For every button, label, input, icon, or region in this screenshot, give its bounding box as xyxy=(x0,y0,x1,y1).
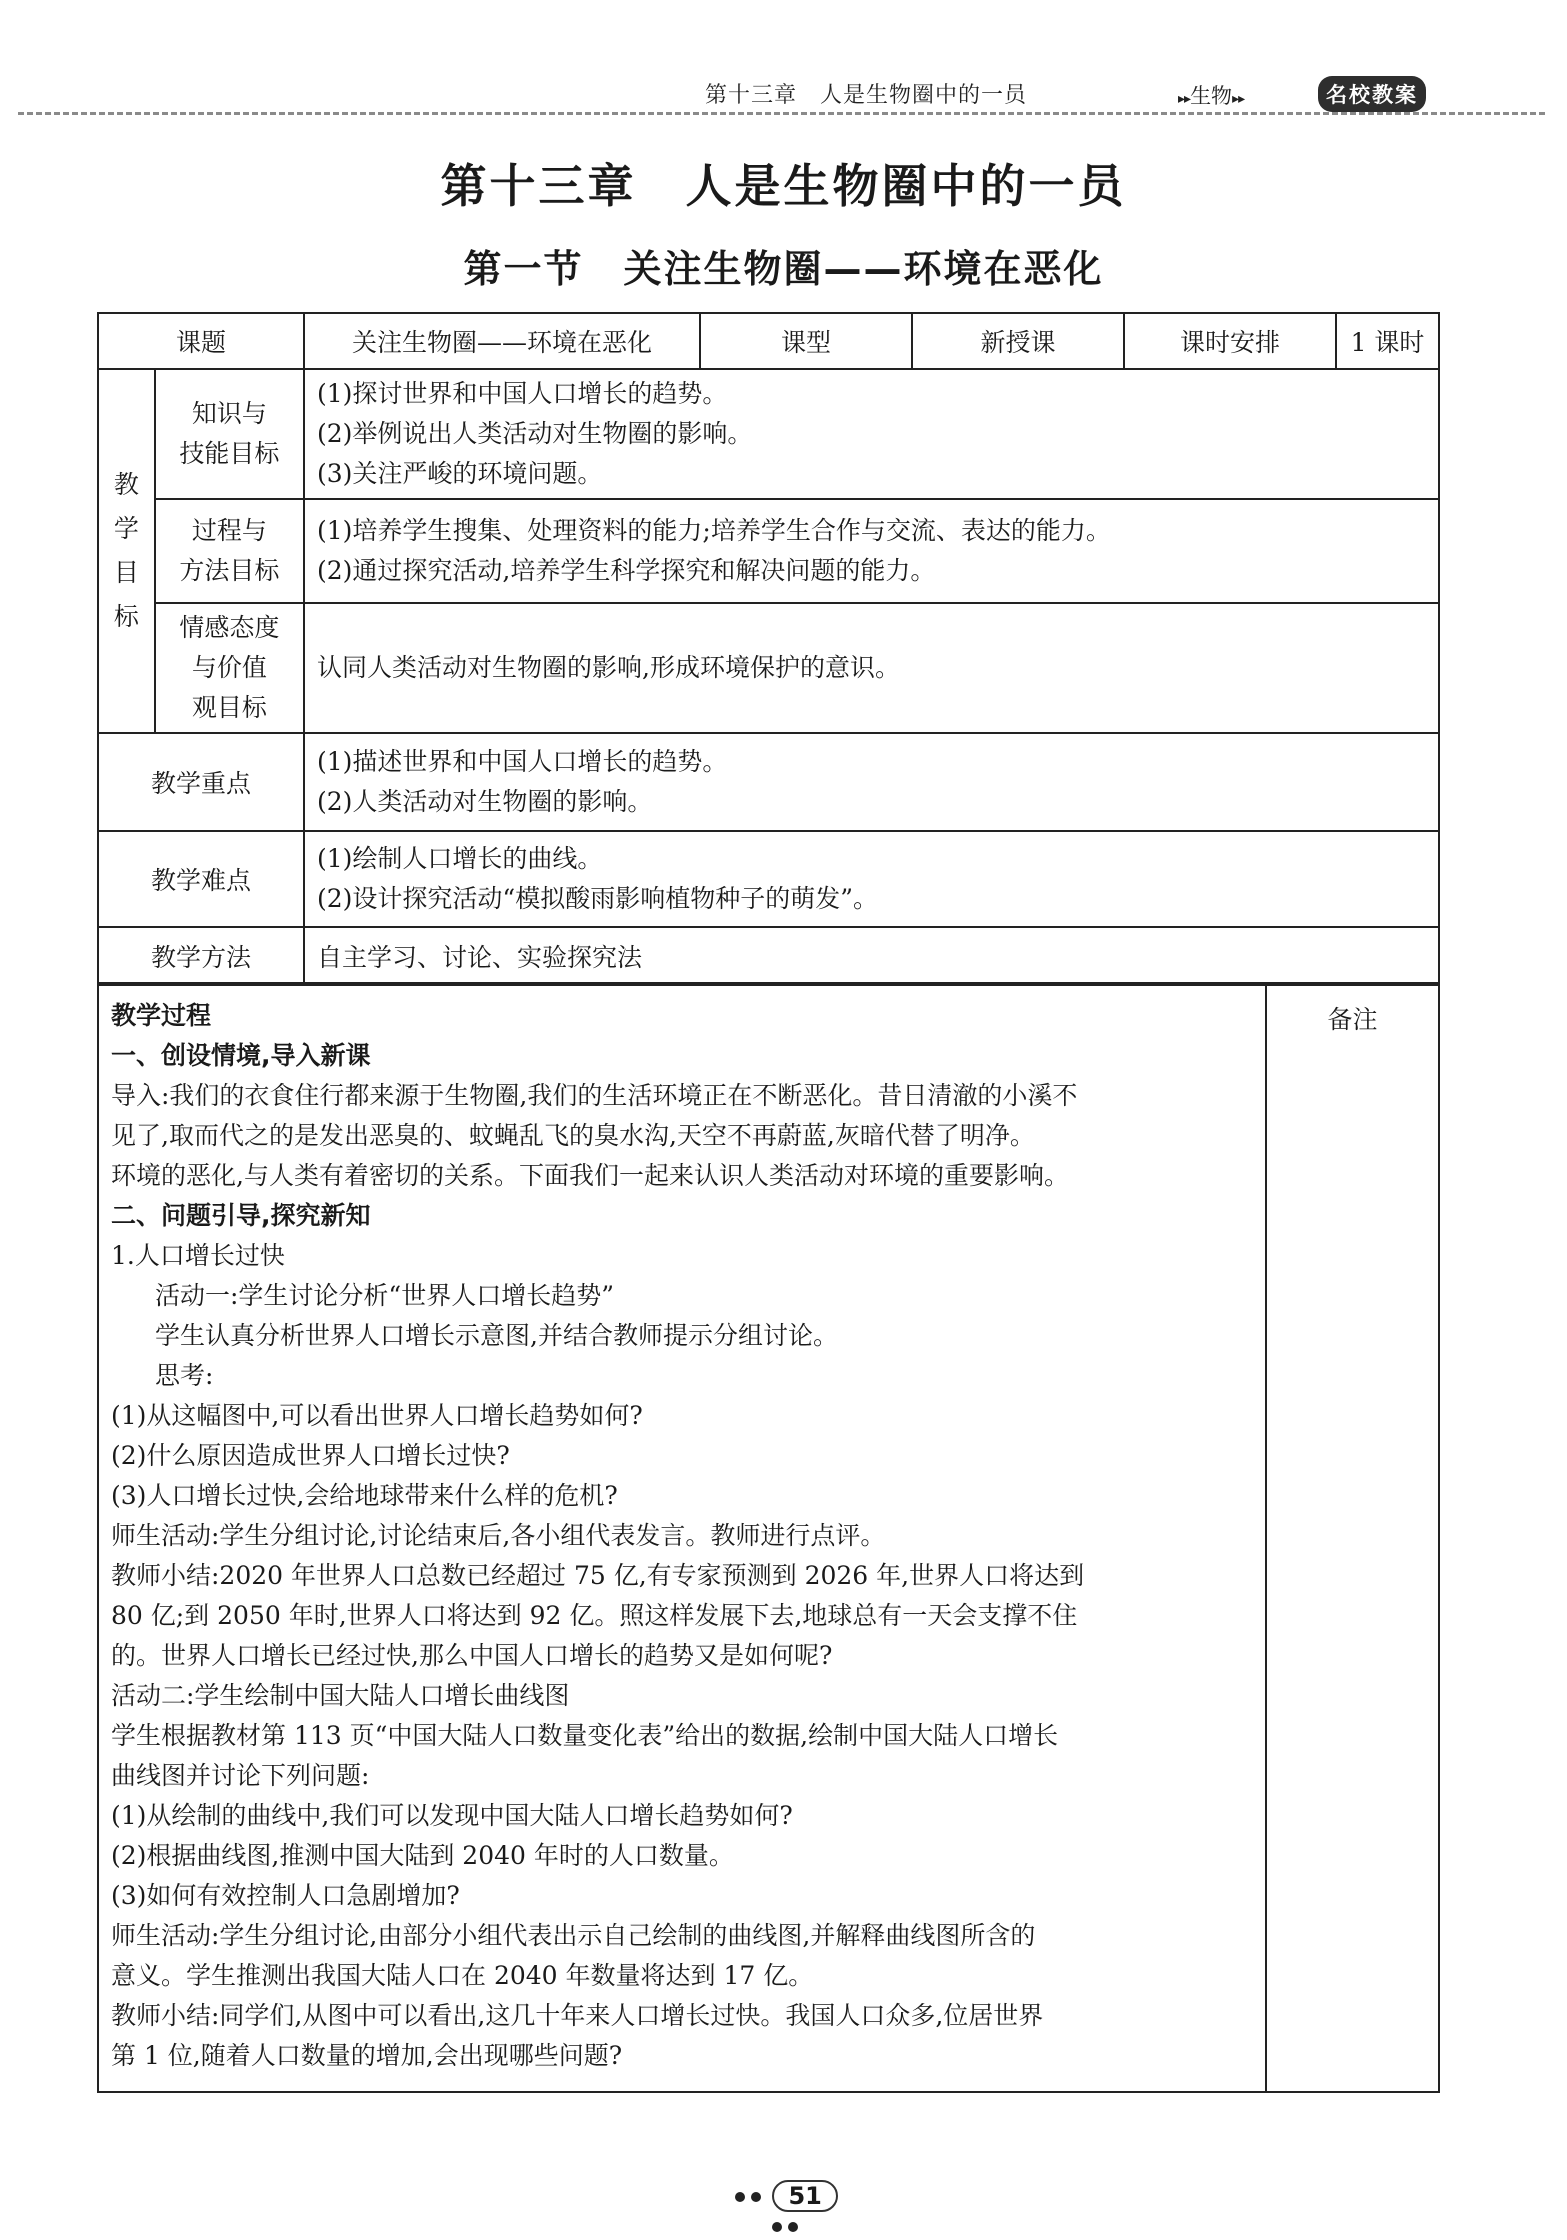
process-goal-items xyxy=(304,499,1439,603)
teaching-process-box xyxy=(97,982,1440,2093)
process-line: (2)根据曲线图,推测中国大陆到 2040 年时的人口数量。 xyxy=(111,1841,734,1870)
lesson-info-table xyxy=(97,312,1440,986)
header-dashed-rule xyxy=(18,112,1545,115)
process-line: 的。世界人口增长已经过快,那么中国人口增长的趋势又是如何呢? xyxy=(111,1641,833,1670)
subject-label xyxy=(1172,80,1250,110)
process-line: 曲线图并讨论下列问题: xyxy=(111,1761,370,1790)
attitude-goal-items xyxy=(304,603,1439,733)
label-line: 观目标 xyxy=(191,693,267,722)
process-line: 环境的恶化,与人类有着密切的关系。下面我们一起来认识人类活动对环境的重要影响。 xyxy=(111,1161,1069,1190)
process-lines xyxy=(111,1036,1253,2076)
page-number-text: 51 xyxy=(772,2180,837,2212)
goals-label-char: 目 xyxy=(113,558,139,587)
label-line: 与价值 xyxy=(191,653,267,682)
goal-item: (1)培养学生搜集、处理资料的能力;培养学生合作与交流、表达的能力。 xyxy=(317,516,1111,545)
table-row xyxy=(98,927,1439,985)
running-header xyxy=(0,70,1567,130)
methods-label: 教学方法 xyxy=(98,927,304,985)
process-line: 意义。学生推测出我国大陆人口在 2040 年数量将达到 17 亿。 xyxy=(111,1961,814,1990)
goal-item: (2)通过探究活动,培养学生科学探究和解决问题的能力。 xyxy=(317,556,936,585)
process-line: 活动二:学生绘制中国大陆人口增长曲线图 xyxy=(111,1681,570,1710)
key-point-item: (2)人类活动对生物圈的影响。 xyxy=(317,787,653,816)
decor-dot xyxy=(788,2222,798,2232)
table-row xyxy=(98,369,1439,499)
decor-dot xyxy=(772,2222,782,2232)
topic-label: 课题 xyxy=(98,313,304,369)
table-row xyxy=(98,733,1439,831)
process-line: 1.人口增长过快 xyxy=(111,1241,285,1270)
label-line: 情感态度 xyxy=(179,613,280,642)
type-value: 新授课 xyxy=(912,313,1124,369)
hours-label: 课时安排 xyxy=(1124,313,1336,369)
table-row xyxy=(98,831,1439,927)
label-line: 知识与 xyxy=(191,399,267,428)
goals-label-char: 标 xyxy=(113,602,139,631)
attitude-goal-label xyxy=(155,603,304,733)
process-line: (3)人口增长过快,会给地球带来什么样的危机? xyxy=(111,1481,618,1510)
label-line: 方法目标 xyxy=(179,556,280,585)
table-row xyxy=(98,313,1439,369)
section-title: 第一节 关注生物圈——环境在恶化 xyxy=(463,247,1104,291)
process-line: (2)什么原因造成世界人口增长过快? xyxy=(111,1441,510,1470)
page-number xyxy=(720,2180,850,2240)
process-goal-label xyxy=(155,499,304,603)
process-line: 师生活动:学生分组讨论,由部分小组代表出示自己绘制的曲线图,并解释曲线图所含的 xyxy=(111,1921,1036,1950)
goals-label-char: 学 xyxy=(113,514,139,543)
process-line: 学生根据教材第 113 页“中国大陆人口数量变化表”给出的数据,绘制中国大陆人口增长 xyxy=(111,1721,1059,1750)
process-line: (1)从绘制的曲线中,我们可以发现中国大陆人口增长趋势如何? xyxy=(111,1801,793,1830)
difficulty-item: (2)设计探究活动“模拟酸雨影响植物种子的萌发”。 xyxy=(317,884,878,913)
goal-item: (2)举例说出人类活动对生物圈的影响。 xyxy=(317,419,753,448)
table-row xyxy=(98,499,1439,603)
process-line: 师生活动:学生分组讨论,讨论结束后,各小组代表发言。教师进行点评。 xyxy=(111,1521,886,1550)
difficulty-item: (1)绘制人口增长的曲线。 xyxy=(317,844,603,873)
knowledge-goal-items xyxy=(304,369,1439,499)
process-line: 思考: xyxy=(155,1361,214,1390)
process-line: (3)如何有效控制人口急剧增加? xyxy=(111,1881,460,1910)
goal-item: (3)关注严峻的环境问题。 xyxy=(317,459,603,488)
label-line: 过程与 xyxy=(191,516,267,545)
process-line: (1)从这幅图中,可以看出世界人口增长趋势如何? xyxy=(111,1401,643,1430)
process-line: 学生认真分析世界人口增长示意图,并结合教师提示分组讨论。 xyxy=(155,1321,838,1350)
process-line: 第 1 位,随着人口数量的增加,会出现哪些问题? xyxy=(111,2041,623,2070)
process-line: 一、创设情境,导入新课 xyxy=(111,1041,371,1070)
hours-value: 1 课时 xyxy=(1336,313,1439,369)
process-line: 二、问题引导,探究新知 xyxy=(111,1201,371,1230)
goal-item: (1)探讨世界和中国人口增长的趋势。 xyxy=(317,379,728,408)
goals-label xyxy=(98,369,155,733)
process-line: 活动一:学生讨论分析“世界人口增长趋势” xyxy=(155,1281,614,1310)
topic-value: 关注生物圈——环境在恶化 xyxy=(304,313,700,369)
process-line: 教师小结:同学们,从图中可以看出,这几十年来人口增长过快。我国人口众多,位居世界 xyxy=(111,2001,1044,2030)
chapter-title: 第十三章 人是生物圈中的一员 xyxy=(440,159,1127,213)
remarks-label: 备注 xyxy=(1327,1005,1378,1034)
goal-item: 认同人类活动对生物圈的影响,形成环境保护的意识。 xyxy=(317,653,900,682)
decor-dot xyxy=(751,2192,761,2202)
process-line: 导入:我们的衣食住行都来源于生物圈,我们的生活环境正在不断恶化。昔日清澈的小溪不 xyxy=(111,1081,1078,1110)
key-point-item: (1)描述世界和中国人口增长的趋势。 xyxy=(317,747,728,776)
decor-dot xyxy=(735,2192,745,2202)
brand-logo: 名校教案 xyxy=(1318,76,1426,112)
running-chapter-title: 第十三章 人是生物圈中的一员 xyxy=(695,78,1037,109)
process-line: 80 亿;到 2050 年时,世界人口将达到 92 亿。照这样发展下去,地球总有一天会支撑不住 xyxy=(111,1601,1078,1630)
key-points-items xyxy=(304,733,1439,831)
type-label: 课型 xyxy=(700,313,912,369)
teaching-process-content xyxy=(99,984,1267,2091)
arrow-icon: ▸▸ xyxy=(1232,91,1245,107)
knowledge-goal-label xyxy=(155,369,304,499)
goals-label-char: 教 xyxy=(113,470,139,499)
label-line: 技能目标 xyxy=(179,439,280,468)
methods-value: 自主学习、讨论、实验探究法 xyxy=(304,927,1439,985)
key-points-label: 教学重点 xyxy=(98,733,304,831)
arrow-icon: ▸▸ xyxy=(1178,91,1191,107)
process-line: 教师小结:2020 年世界人口总数已经超过 75 亿,有专家预测到 2026 年,世界人口将达到 xyxy=(111,1561,1085,1590)
table-row xyxy=(98,603,1439,733)
process-title: 教学过程 xyxy=(111,1001,212,1030)
subject-text: 生物 xyxy=(1190,84,1233,108)
difficulties-label: 教学难点 xyxy=(98,831,304,927)
process-line: 见了,取而代之的是发出恶臭的、蚊蝇乱飞的臭水沟,天空不再蔚蓝,灰暗代替了明净。 xyxy=(111,1121,1035,1150)
difficulties-items xyxy=(304,831,1439,927)
